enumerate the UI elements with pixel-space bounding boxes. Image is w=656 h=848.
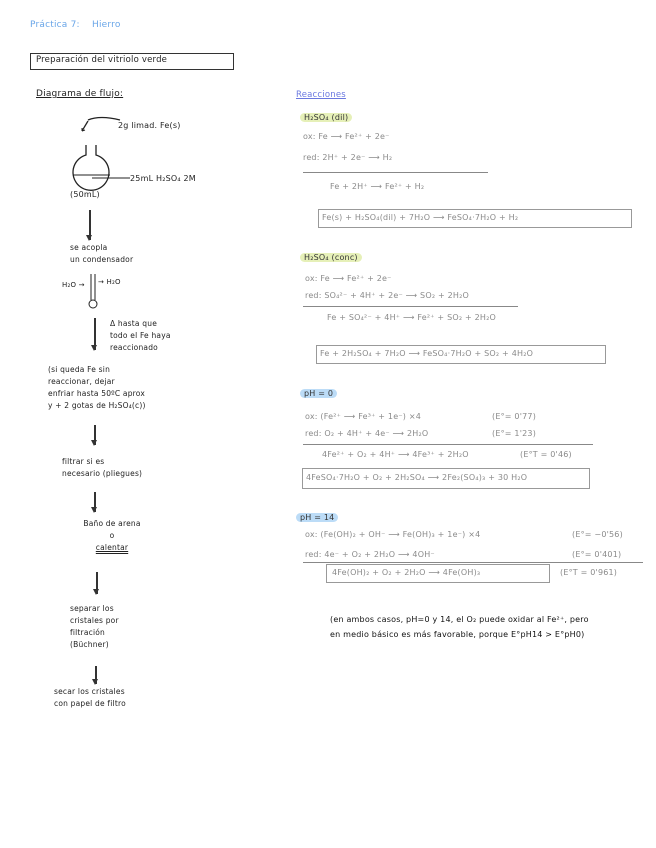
flow-arrow xyxy=(96,572,98,594)
ph14-label: pH = 14 xyxy=(296,513,338,522)
ph14-ox-e: (E°= −0'56) xyxy=(572,530,623,539)
ph14-ox: ox: (Fe(OH)₂ + OH⁻ ⟶ Fe(OH)₃ + 1e⁻) ×4 xyxy=(305,530,481,539)
ph0-ox: ox: (Fe²⁺ ⟶ Fe³⁺ + 1e⁻) ×4 xyxy=(305,412,422,421)
ph0-red-e: (E°= 1'23) xyxy=(492,429,537,438)
dil-ox: ox: Fe ⟶ Fe²⁺ + 2e⁻ xyxy=(303,132,390,141)
water-out-label: → H₂O xyxy=(98,278,121,286)
ph0-ox-e: (E°= 0'77) xyxy=(492,412,537,421)
conc-ox: ox: Fe ⟶ Fe²⁺ + 2e⁻ xyxy=(305,274,392,283)
dil-net: Fe + 2H⁺ ⟶ Fe²⁺ + H₂ xyxy=(330,182,425,191)
practice-title: Práctica 7: Hierro xyxy=(30,20,121,30)
flow-step-condenser: se acopla un condensador xyxy=(70,243,134,264)
ph0-label: pH = 0 xyxy=(300,389,337,398)
flask-acid-label: 25mL H₂SO₄ 2M xyxy=(130,174,196,183)
flask-input-label: 2g limad. Fe(s) xyxy=(118,121,181,130)
conc-global: Fe + 2H₂SO₄ + 7H₂O ⟶ FeSO₄·7H₂O + SO₂ + 4H₂O xyxy=(320,349,534,358)
ph14-red-e: (E°= 0'401) xyxy=(572,550,622,559)
flow-arrow xyxy=(89,210,91,240)
flow-arrow xyxy=(94,318,96,350)
flow-arrow xyxy=(95,666,97,684)
divider xyxy=(303,562,643,563)
conc-net: Fe + SO₄²⁻ + 4H⁺ ⟶ Fe²⁺ + SO₂ + 2H₂O xyxy=(327,313,497,322)
dil-global: Fe(s) + H₂SO₄(dil) + 7H₂O ⟶ FeSO₄·7H₂O + H₂ xyxy=(322,213,519,222)
ph14-global: 4Fe(OH)₂ + O₂ + 2H₂O ⟶ 4Fe(OH)₃ xyxy=(332,568,481,577)
ph14-global-e: (E°T = 0'961) xyxy=(560,568,618,577)
dil-red: red: 2H⁺ + 2e⁻ ⟶ H₂ xyxy=(303,153,393,162)
divider xyxy=(303,172,488,173)
flow-step-filter: filtrar si es necesario (pliegues) xyxy=(62,457,143,478)
flow-step-dry: secar los cristales con papel de filtro xyxy=(54,687,126,708)
divider xyxy=(303,444,593,445)
conc-red: red: SO₄²⁻ + 4H⁺ + 2e⁻ ⟶ SO₂ + 2H₂O xyxy=(305,291,470,300)
ph0-global: 4FeSO₄·7H₂O + O₂ + 2H₂SO₄ ⟶ 2Fe₂(SO₄)₃ + 30 H₂O xyxy=(306,473,528,482)
divider xyxy=(303,306,518,307)
flow-step-note: (si queda Fe sin reaccionar, dejar enfriar hasta 50ºC aprox y + 2 gotas de H₂SO₄(c)) xyxy=(48,365,146,410)
flow-heading: Diagrama de flujo: xyxy=(36,89,124,99)
boxed-title: Preparación del vitriolo verde xyxy=(36,55,168,65)
water-in-label: H₂O → xyxy=(62,281,85,289)
conc-label: H₂SO₄ (conc) xyxy=(300,253,362,262)
ph0-net-e: (E°T = 0'46) xyxy=(520,450,572,459)
flow-step-bath: Baño de arena o calentar xyxy=(83,519,141,552)
conclusion-note: (en ambos casos, pH=0 y 14, el O₂ puede oxidar al Fe²⁺, pero en medio básico es más favorable, porque E°pH14 > E°pH0) xyxy=(330,615,589,639)
flow-arrow xyxy=(94,425,96,445)
ph14-red: red: 4e⁻ + O₂ + 2H₂O ⟶ 4OH⁻ xyxy=(305,550,435,559)
reactions-heading: Reacciones xyxy=(296,90,346,100)
flow-arrow xyxy=(94,492,96,512)
flow-step-separate: separar los cristales por filtración (Büchner) xyxy=(70,604,119,649)
ph0-red: red: O₂ + 4H⁺ + 4e⁻ ⟶ 2H₂O xyxy=(305,429,429,438)
dil-label: H₂SO₄ (dil) xyxy=(300,113,352,122)
flow-step-heat: Δ hasta que todo el Fe haya reaccionado xyxy=(110,319,171,352)
ph0-net: 4Fe²⁺ + O₂ + 4H⁺ ⟶ 4Fe³⁺ + 2H₂O xyxy=(322,450,469,459)
flask-size-label: (50mL) xyxy=(70,190,100,199)
